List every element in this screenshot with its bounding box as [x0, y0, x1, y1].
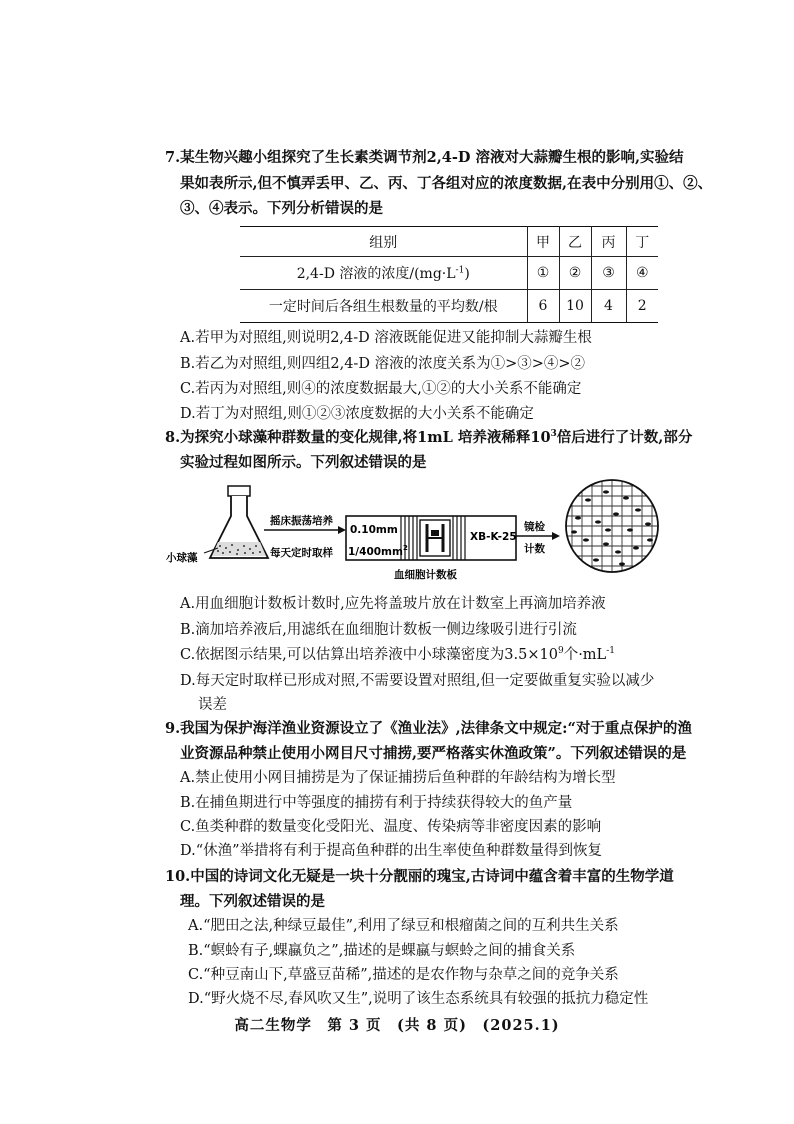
q10-option-a: A.“肥田之法,种绿豆最佳”,利用了绿豆和根瘤菌之间的互利共生关系 — [188, 918, 619, 934]
table-row-label-concentration — [240, 257, 527, 290]
flask-icon — [210, 486, 268, 558]
q9-stem-line-1: 9.我国为保护海洋渔业资源设立了《渔业法》,法律条文中规定:“对于重点保护的渔 — [165, 720, 692, 737]
q8-dilution-exponent: 3 — [550, 429, 557, 440]
q8-option-d-line-1: D.每天定时取样已形成对照,不需要设置对照组,但一定要做重复实验以减少 — [180, 673, 655, 689]
concentration-unit-sup: -1 — [455, 265, 465, 276]
q9-stem-line-2: 业资源品种禁止使用小网目尺寸捕捞,要严格落实休渔政策”。下列叙述错误的是 — [180, 745, 687, 762]
label-area-sup: 2 — [402, 544, 408, 552]
q10-option-b: B.“螟蛉有子,蜾蠃负之”,描述的是蜾蠃与螟蛉之间的捕食关系 — [188, 943, 576, 959]
q7-data-table — [240, 226, 658, 323]
table-cell: 6 — [527, 290, 559, 323]
label-model: XB-K-25 — [470, 531, 517, 543]
q8-option-a: A.用血细胞计数板计数时,应先将盖玻片放在计数室上再滴加培养液 — [180, 596, 606, 612]
label-microscope-2: 计数 — [524, 543, 545, 555]
table-cell: ① — [527, 257, 559, 290]
q7-stem-line-2: 果如表所示,但不慎弄丢甲、乙、丙、丁各组对应的浓度数据,在表中分别用①、②、 — [180, 175, 713, 192]
label-algae: 小球藻 — [166, 552, 198, 564]
concentration-label: 2,4-D 溶液的浓度/(mg·L — [296, 266, 456, 282]
q7-option-c: C.若丙为对照组,则④的浓度数据最大,①②的大小关系不能确定 — [180, 381, 582, 397]
q7-stem-line-1: 7.某生物兴趣小组探究了生长素类调节剂2,4-D 溶液对大蒜瓣生根的影响,实验结 — [165, 149, 684, 166]
q8-option-c-text: C.依据图示结果,可以估算出培养液中小球藻密度为3.5×10 — [180, 647, 558, 663]
table-row-label-root-count: 一定时间后各组生根数量的平均数/根 — [240, 290, 527, 323]
arrow-right-icon — [516, 532, 560, 540]
q8-option-c-exponent: 9 — [557, 646, 564, 657]
table-header-group: 组别 — [240, 227, 527, 257]
q8-option-b: B.滴加培养液后,用滤纸在血细胞计数板一侧边缘吸引进行引流 — [180, 622, 577, 638]
q9-option-b: B.在捕鱼期进行中等强度的捕捞有利于持续获得较大的鱼产量 — [180, 795, 573, 811]
concentration-label-close: ) — [464, 266, 470, 282]
table-header-bing: 丙 — [591, 227, 626, 257]
q8-option-c-unit-sup: -1 — [606, 646, 615, 657]
q7-option-b: B.若乙为对照组,则四组2,4-D 溶液的浓度关系为①>③>④>② — [180, 356, 586, 372]
table-row — [240, 257, 658, 290]
table-row — [240, 227, 658, 257]
label-area-value: 1/400mm — [348, 546, 403, 558]
q9-option-d: D.“休渔”举措将有利于提高鱼种群的出生率使鱼种群数量得到恢复 — [180, 843, 603, 859]
table-header-jia: 甲 — [527, 227, 559, 257]
label-microscope-1: 镜检 — [524, 521, 545, 533]
q8-option-c-unit: 个·mL — [563, 647, 607, 663]
label-depth: 0.10mm — [350, 524, 398, 536]
q8-stem-text: 8.为探究小球藻种群数量的变化规律,将1mL 培养液稀释10 — [165, 429, 551, 446]
page-footer: 高二生物学 第 3 页 (共 8 页) (2025.1) — [234, 1017, 560, 1034]
q7-stem-line-3: ③、④表示。下列分析错误的是 — [180, 200, 383, 217]
table-cell: 10 — [559, 290, 591, 323]
label-culture: 摇床振荡培养 — [270, 515, 333, 527]
q9-option-c: C.鱼类种群的数量变化受阳光、温度、传染病等非密度因素的影响 — [180, 819, 602, 835]
q7-option-d: D.若丁为对照组,则①②③浓度数据的大小关系不能确定 — [180, 406, 534, 422]
table-row — [240, 290, 658, 323]
label-area — [348, 544, 408, 558]
q8-stem-tail: 倍后进行了计数,部分 — [556, 429, 693, 446]
arrow-right-icon — [264, 526, 346, 534]
q10-option-d: D.“野火烧不尽,春风吹又生”,说明了该生态系统具有较强的抵抗力稳定性 — [188, 991, 649, 1007]
table-header-yi: 乙 — [559, 227, 591, 257]
table-cell: 2 — [626, 290, 658, 323]
table-cell: ④ — [626, 257, 658, 290]
table-cell: ③ — [591, 257, 626, 290]
label-sample: 每天定时取样 — [270, 547, 333, 559]
q10-option-c: C.“种豆南山下,草盛豆苗稀”,描述的是农作物与杂草之间的竞争关系 — [188, 967, 619, 983]
q8-option-d-line-2: 误差 — [198, 697, 227, 713]
q7-option-a: A.若甲为对照组,则说明2,4-D 溶液既能促进又能抑制大蒜瓣生根 — [180, 330, 592, 346]
q10-stem-line-1: 10.中国的诗词文化无疑是一块十分靓丽的瑰宝,古诗词中蕴含着丰富的生物学道 — [165, 868, 674, 885]
q8-option-c — [180, 644, 615, 666]
table-cell: ② — [559, 257, 591, 290]
q8-stem-line-2: 实验过程如图所示。下列叙述错误的是 — [180, 454, 427, 471]
q9-option-a: A.禁止使用小网目捕捞是为了保证捕捞后鱼种群的年龄结构为增长型 — [180, 770, 616, 786]
label-board: 血细胞计数板 — [394, 569, 457, 581]
q10-stem-line-2: 理。下列叙述错误的是 — [180, 893, 325, 910]
table-header-ding: 丁 — [626, 227, 658, 257]
microscope-field-icon — [560, 478, 660, 574]
q8-stem-line-1 — [165, 427, 692, 449]
q8-experiment-figure — [160, 478, 660, 588]
table-cell: 4 — [591, 290, 626, 323]
